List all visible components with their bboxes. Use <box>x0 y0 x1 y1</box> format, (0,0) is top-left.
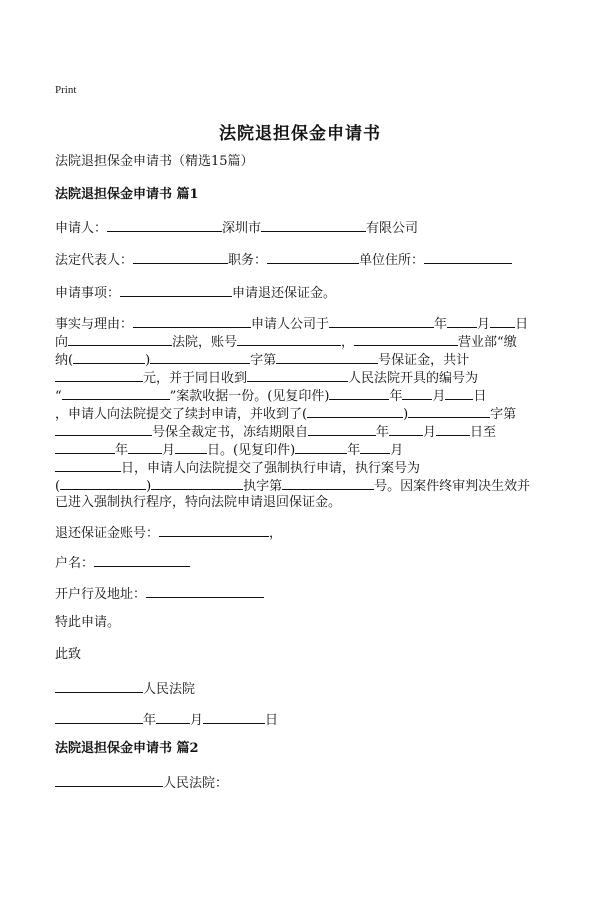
section2-heading: 法院退担保金申请书 篇2 <box>55 741 199 756</box>
facts-text: 元，并于同日收到 <box>143 371 248 386</box>
date-line <box>55 710 278 730</box>
facts-text: 年 <box>347 443 361 458</box>
facts-line-4 <box>55 368 478 388</box>
blank[interactable] <box>360 440 390 454</box>
facts-text: 营业部“缴 <box>458 335 517 350</box>
refund-account-label: 退还保证金账号： <box>55 526 160 541</box>
facts-text: 日。(见复印件) <box>207 443 296 458</box>
section2-court-line <box>55 773 228 793</box>
account-name-blank[interactable] <box>94 553 190 567</box>
blank[interactable] <box>295 440 347 454</box>
legal-rep-blank[interactable] <box>133 250 228 264</box>
applicant-label: 申请人： <box>55 221 108 236</box>
facts-text: 纳( <box>55 353 74 368</box>
blank[interactable] <box>151 476 243 490</box>
year-label: 年 <box>143 713 157 728</box>
blank[interactable] <box>55 458 121 472</box>
facts-text: 月 <box>477 317 491 332</box>
blank[interactable] <box>175 440 207 454</box>
to-line: 此致 <box>55 647 82 662</box>
legal-rep-line <box>55 250 512 270</box>
blank[interactable] <box>282 476 374 490</box>
facts-text: 号。因案件终审判决生效并 <box>374 479 531 494</box>
blank[interactable] <box>307 404 403 418</box>
facts-text: 执字第 <box>243 479 283 494</box>
matter-text: 申请退还保证金。 <box>232 286 337 301</box>
facts-line-3 <box>55 350 469 370</box>
facts-line-8 <box>55 440 403 460</box>
blank[interactable] <box>150 350 250 364</box>
blank[interactable] <box>447 314 477 328</box>
section1-heading: 法院退担保金申请书 篇1 <box>55 187 199 202</box>
facts-text: 日至 <box>470 425 497 440</box>
section2-court-suffix: 人民法院： <box>163 776 229 791</box>
facts-text: 日 <box>515 317 529 332</box>
blank[interactable] <box>60 476 146 490</box>
blank[interactable] <box>247 368 348 382</box>
facts-text: 月 <box>423 425 437 440</box>
applicant-blank[interactable] <box>107 218 222 232</box>
facts-text: 人民法院开具的编号为 <box>348 371 479 386</box>
blank[interactable] <box>354 332 458 346</box>
facts-text: 月 <box>162 443 176 458</box>
day-blank[interactable] <box>203 710 265 724</box>
legal-rep-label: 法定代表人： <box>55 253 134 268</box>
facts-text: 申请人公司于 <box>251 317 330 332</box>
facts-text: 字第 <box>250 353 277 368</box>
blank[interactable] <box>490 314 515 328</box>
facts-text: “ <box>55 389 62 404</box>
section2-court-blank[interactable] <box>55 773 163 787</box>
page-title: 法院退担保金申请书 <box>219 124 381 144</box>
blank[interactable] <box>68 332 172 346</box>
intro-line: 法院退担保金申请书（精选15篇） <box>55 154 254 169</box>
bank-blank[interactable] <box>146 584 264 598</box>
facts-line-1 <box>55 314 528 334</box>
refund-account-line <box>55 523 282 543</box>
blank[interactable] <box>55 368 143 382</box>
facts-line-6 <box>55 404 516 424</box>
facts-text: 字第 <box>490 407 517 422</box>
position-blank[interactable] <box>267 250 359 264</box>
blank[interactable] <box>55 422 152 436</box>
facts-text: ，申请人向法院提交了续封申请，并收到了( <box>55 407 308 422</box>
blank[interactable] <box>308 422 376 436</box>
blank[interactable] <box>389 422 423 436</box>
blank[interactable] <box>133 314 251 328</box>
matter-blank[interactable] <box>120 283 232 297</box>
facts-line-9 <box>55 458 420 478</box>
blank[interactable] <box>73 350 145 364</box>
bank-label: 开户行及地址： <box>55 587 147 602</box>
facts-line-7 <box>55 422 496 442</box>
facts-text: 号保证金，共计 <box>378 353 470 368</box>
applicant-city: 深圳市 <box>222 221 262 236</box>
day-label: 日 <box>265 713 279 728</box>
facts-label: 事实与理由： <box>55 317 134 332</box>
address-label: 单位住所： <box>359 253 425 268</box>
month-blank[interactable] <box>156 710 190 724</box>
facts-text: ) <box>403 407 409 422</box>
matter-line <box>55 283 336 303</box>
blank[interactable] <box>55 440 115 454</box>
blank[interactable] <box>276 350 378 364</box>
facts-text: 向 <box>55 335 69 350</box>
facts-text: 法院，账号 <box>172 335 238 350</box>
account-name-line <box>55 553 190 573</box>
company-blank[interactable] <box>261 218 366 232</box>
blank[interactable] <box>436 422 470 436</box>
blank[interactable] <box>62 386 170 400</box>
court-line <box>55 679 195 699</box>
print-label: Print <box>55 84 77 96</box>
facts-text: 年 <box>434 317 448 332</box>
facts-text: ”案款收据一份。(见复印件) <box>169 389 330 404</box>
address-blank[interactable] <box>424 250 512 264</box>
blank[interactable] <box>445 386 473 400</box>
facts-text: 月 <box>432 389 446 404</box>
special-line: 特此申请。 <box>55 615 121 630</box>
month-label: 月 <box>190 713 204 728</box>
blank[interactable] <box>237 332 341 346</box>
blank[interactable] <box>128 440 162 454</box>
blank[interactable] <box>329 386 389 400</box>
facts-text: 日 <box>473 389 487 404</box>
facts-line-10 <box>55 476 530 496</box>
facts-text: ( <box>55 479 61 494</box>
refund-account-blank[interactable] <box>159 523 269 537</box>
court-blank[interactable] <box>55 679 143 693</box>
facts-text: 年 <box>115 443 129 458</box>
facts-text: 号保全裁定书，冻结期限自 <box>152 425 309 440</box>
blank[interactable] <box>408 404 490 418</box>
facts-text: 月 <box>390 443 404 458</box>
position-label: 职务： <box>228 253 268 268</box>
facts-text: ) <box>145 353 151 368</box>
facts-line-2 <box>55 332 517 352</box>
applicant-suffix: 有限公司 <box>366 221 419 236</box>
court-suffix: 人民法院 <box>143 682 196 697</box>
bank-line <box>55 584 264 604</box>
facts-text: 年 <box>376 425 390 440</box>
facts-line-5 <box>55 386 487 406</box>
facts-text: 日，申请人向法院提交了强制执行申请，执行案号为 <box>121 461 421 476</box>
account-name-label: 户名： <box>55 556 95 571</box>
blank[interactable] <box>329 314 434 328</box>
matter-label: 申请事项： <box>55 286 121 301</box>
refund-account-suffix: ， <box>269 526 283 541</box>
blank[interactable] <box>402 386 432 400</box>
facts-line-11: 已进入强制执行程序，特向法院申请退回保证金。 <box>55 495 342 510</box>
facts-text: ， <box>341 335 355 350</box>
year-blank[interactable] <box>55 710 143 724</box>
facts-text: 年 <box>389 389 403 404</box>
applicant-line <box>55 218 418 238</box>
facts-text: ) <box>146 479 152 494</box>
